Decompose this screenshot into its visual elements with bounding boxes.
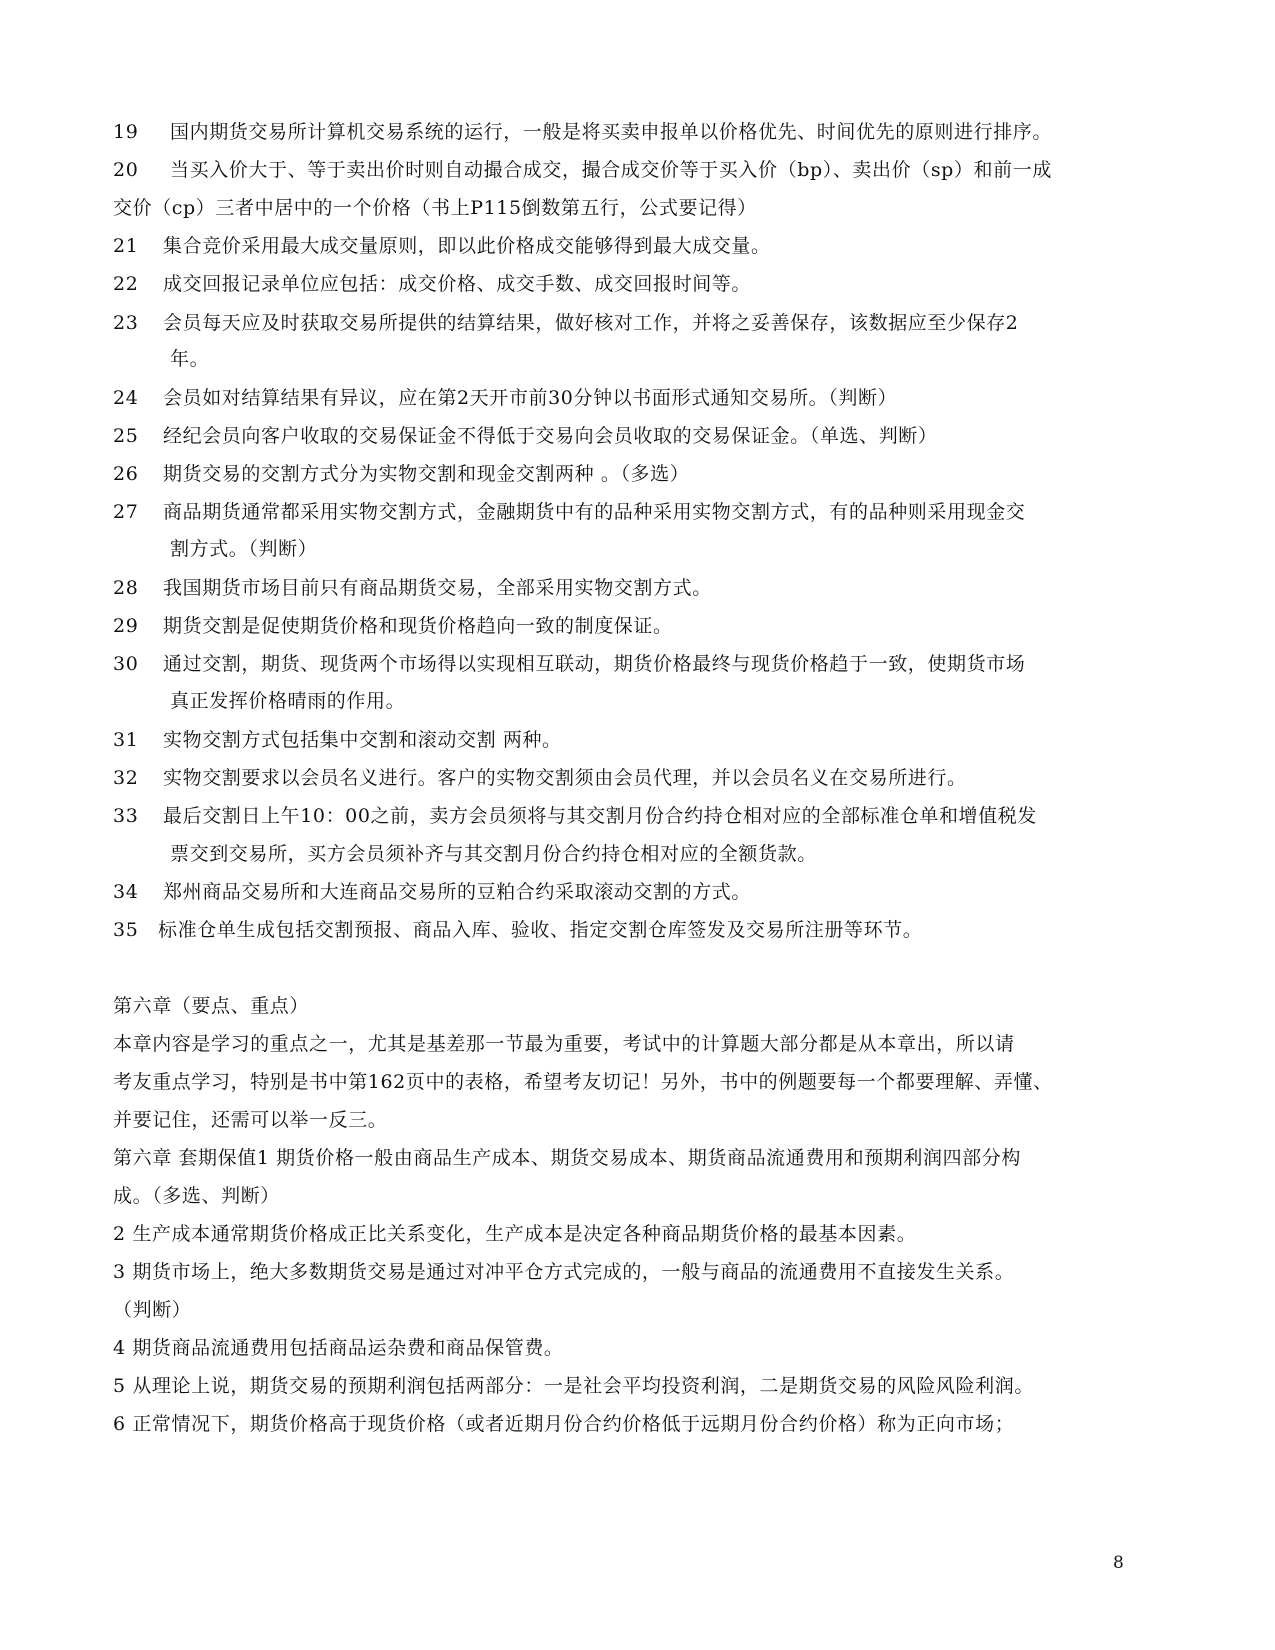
list-item <box>113 917 1133 943</box>
item-number: 19 <box>113 121 139 143</box>
item-continuation: 年。 <box>170 348 210 370</box>
chapter-point-line: 6 正常情况下，期货价格高于现货价格（或者近期月份合约价格低于远期月份合约价格）称为正向市场； <box>113 1413 1015 1435</box>
chapter-point-line: 2 生产成本通常期货价格成正比关系变化，生产成本是决定各种商品期货价格的最基本因素。 <box>113 1223 917 1245</box>
item-number: 23 <box>113 312 139 334</box>
item-text: 实物交割要求以会员名义进行。客户的实物交割须由会员代理，并以会员名义在交易所进行。 <box>163 767 967 789</box>
chapter-point-line: 3 期货市场上，绝大多数期货交易是通过对冲平仓方式完成的，一般与商品的流通费用不直接发生关系。 <box>113 1261 1015 1283</box>
list-item <box>113 423 1133 449</box>
item-text: 期货交易的交割方式分为实物交割和现金交割两种 。（多选） <box>163 463 690 485</box>
item-text: 我国期货市场目前只有商品期货交易，全部采用实物交割方式。 <box>163 577 712 599</box>
chapter-intro-line: 考友重点学习，特别是书中第162页中的表格，希望考友切记！另外，书中的例题要每一个都要理解、弄懂、 <box>113 1071 1053 1093</box>
list-item <box>113 271 1133 297</box>
list-item <box>113 803 1133 829</box>
list-item <box>113 233 1133 259</box>
item-text: 期货交割是促使期货价格和现货价格趋向一致的制度保证。 <box>163 615 673 637</box>
list-item <box>113 879 1133 905</box>
list-item <box>113 613 1133 639</box>
item-number: 34 <box>113 881 139 903</box>
chapter-heading: 第六章（要点、重点） <box>113 995 310 1017</box>
chapter-intro-line: 本章内容是学习的重点之一，尤其是基差那一节最为重要，考试中的计算题大部分都是从本章出，所以请 <box>113 1033 1015 1055</box>
chapter-point-line: （判断） <box>113 1299 192 1321</box>
item-number: 29 <box>113 615 139 637</box>
item-continuation: 票交到交易所，买方会员须补齐与其交割月份合约持仓相对应的全额货款。 <box>170 843 817 865</box>
item-text: 成交回报记录单位应包括：成交价格、成交手数、成交回报时间等。 <box>163 273 752 295</box>
item-number: 26 <box>113 463 139 485</box>
list-item <box>113 727 1133 753</box>
item-number: 35 <box>113 919 139 941</box>
list-item <box>113 157 1133 183</box>
item-text: 最后交割日上午10：00之前，卖方会员须将与其交割月份合约持仓相对应的全部标准仓单和增值税发 <box>163 805 1037 827</box>
chapter-intro-line: 并要记住，还需可以举一反三。 <box>113 1109 388 1131</box>
list-item <box>113 765 1133 791</box>
item-text: 经纪会员向客户收取的交易保证金不得低于交易向会员收取的交易保证金。（单选、判断） <box>163 425 938 447</box>
item-text: 会员每天应及时获取交易所提供的结算结果，做好核对工作，并将之妥善保存，该数据应至少保存2 <box>163 312 1019 334</box>
item-text: 国内期货交易所计算机交易系统的运行，一般是将买卖申报单以价格优先、时间优先的原则进行排序。 <box>170 121 1053 143</box>
item-number: 28 <box>113 577 139 599</box>
item-number: 22 <box>113 273 139 295</box>
item-text: 当买入价大于、等于卖出价时则自动撮合成交，撮合成交价等于买入价（bp）、卖出价（sp）和前一成 <box>170 159 1052 181</box>
item-text: 商品期货通常都采用实物交割方式，金融期货中有的品种采用实物交割方式，有的品种则采用现金交 <box>163 501 1026 523</box>
chapter-point-line: 第六章 套期保值1 期货价格一般由商品生产成本、期货交易成本、期货商品流通费用和预期利润四部分构 <box>113 1147 1021 1169</box>
item-number: 30 <box>113 653 139 675</box>
list-item <box>113 575 1133 601</box>
item-number: 24 <box>113 387 139 409</box>
page-number: 8 <box>1113 1553 1124 1573</box>
item-text: 集合竞价采用最大成交量原则，即以此价格成交能够得到最大成交量。 <box>163 235 771 257</box>
item-number: 20 <box>113 159 139 181</box>
item-number: 27 <box>113 501 139 523</box>
item-text: 郑州商品交易所和大连商品交易所的豆粕合约采取滚动交割的方式。 <box>163 881 752 903</box>
chapter-point-line: 5 从理论上说，期货交易的预期利润包括两部分：一是社会平均投资利润，二是期货交易的风险风险利润。 <box>113 1375 1034 1397</box>
list-item <box>113 461 1133 487</box>
chapter-point-line: 成。（多选、判断） <box>113 1185 280 1207</box>
item-number: 32 <box>113 767 139 789</box>
item-number: 31 <box>113 729 139 751</box>
list-item <box>113 385 1133 411</box>
item-continuation: 交价（cp）三者中居中的一个价格（书上P115倒数第五行，公式要记得） <box>113 197 757 219</box>
list-item <box>113 651 1133 677</box>
list-item <box>113 119 1133 145</box>
item-number: 25 <box>113 425 139 447</box>
item-text: 实物交割方式包括集中交割和滚动交割 两种。 <box>163 729 562 751</box>
chapter-point-line: 4 期货商品流通费用包括商品运杂费和商品保管费。 <box>113 1337 564 1359</box>
item-text: 通过交割，期货、现货两个市场得以实现相互联动，期货价格最终与现货价格趋于一致，使期货市场 <box>163 653 1026 675</box>
item-number: 21 <box>113 235 139 257</box>
item-text: 标准仓单生成包括交割预报、商品入库、验收、指定交割仓库签发及交易所注册等环节。 <box>158 919 923 941</box>
item-text: 会员如对结算结果有异议，应在第2天开市前30分钟以书面形式通知交易所。（判断） <box>163 387 898 409</box>
item-number: 33 <box>113 805 139 827</box>
list-item <box>113 310 1133 336</box>
item-continuation: 真正发挥价格晴雨的作用。 <box>170 690 406 712</box>
item-continuation: 割方式。（判断） <box>170 538 318 560</box>
list-item <box>113 499 1133 525</box>
